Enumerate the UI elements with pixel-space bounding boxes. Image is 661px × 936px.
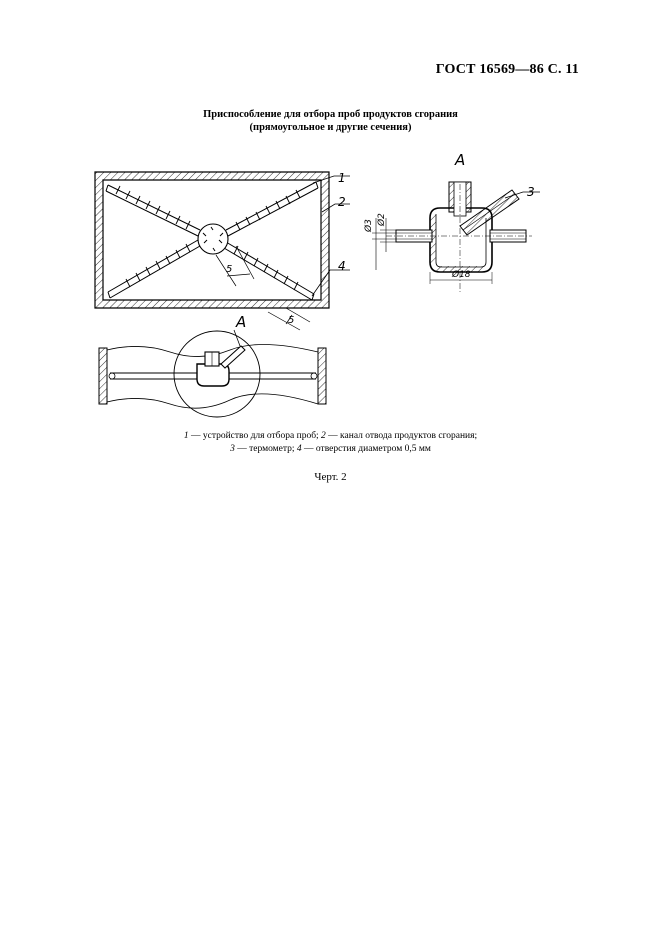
item-3-label: 3 xyxy=(527,185,535,199)
dimension-d18-label: Ø18 xyxy=(452,270,471,280)
leader-lines xyxy=(312,176,350,296)
dimension-spacing-1-label: 5 xyxy=(226,264,233,275)
central-hub xyxy=(198,224,228,254)
dimension-d3-label: Ø3 xyxy=(364,219,374,232)
legend-number-1: 1 xyxy=(183,431,189,441)
view-a-detail-label: А xyxy=(236,313,247,331)
item-1-label: 1 xyxy=(338,171,346,185)
legend-text-4: — отверстия диаметром 0,5 мм xyxy=(301,444,431,454)
legend-line-1 xyxy=(0,430,661,443)
figure-caption: Черт. 2 xyxy=(314,471,347,483)
figure-title-line-1: Приспособление для отбора проб продуктов сгорания xyxy=(203,109,458,120)
page-header: ГОСТ 16569—86 С. 11 xyxy=(435,62,579,77)
dimension-d2-label: Ø2 xyxy=(377,213,387,226)
legend-text-2: — канал отвода продуктов сгорания; xyxy=(325,431,478,441)
legend-number-3: 3 xyxy=(230,444,235,454)
legend-text-1: — устройство для отбора проб; xyxy=(188,431,322,441)
item-4-label: 4 xyxy=(338,259,346,273)
figure-title-line-2: (прямоугольное и другие сечения) xyxy=(249,122,412,133)
figure-legend xyxy=(0,430,661,456)
legend-number-2: 2 xyxy=(321,431,326,441)
legend-line-2 xyxy=(0,443,661,456)
technical-drawing xyxy=(0,0,661,430)
legend-text-3: — термометр; xyxy=(234,444,297,454)
dimension-spacing-2-label: 5 xyxy=(288,315,295,326)
legend-number-4: 4 xyxy=(296,444,302,454)
view-a-label: А xyxy=(455,151,466,169)
item-2-label: 2 xyxy=(338,195,346,209)
duct-longitudinal-section xyxy=(99,330,326,417)
